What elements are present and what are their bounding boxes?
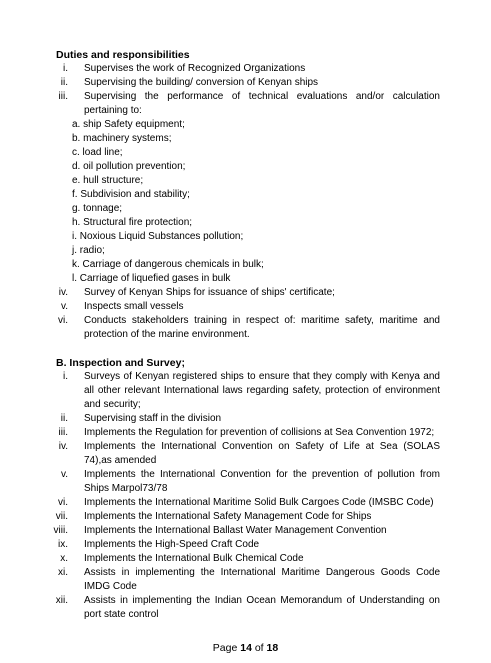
list-item — [0, 538, 440, 552]
sub-item-text: d. oil pollution prevention; — [72, 161, 186, 172]
duties-list — [0, 62, 440, 342]
sub-item — [0, 174, 440, 188]
section-heading-duties: Duties and responsibilities — [56, 49, 190, 61]
sub-item — [0, 160, 440, 174]
list-item — [0, 300, 440, 314]
item-number: ii. — [60, 413, 68, 424]
item-text: Implements the International Ballast Water Management Convention — [84, 525, 387, 536]
list-item — [0, 76, 440, 90]
list-item — [0, 552, 440, 566]
sub-item — [0, 272, 440, 286]
item-number: v. — [60, 301, 68, 312]
item-text: Implements the International Safety Management Code for Ships — [84, 511, 372, 522]
sub-item — [0, 146, 440, 160]
list-item — [0, 90, 440, 118]
sub-item-text: i. Noxious Liquid Substances pollution; — [72, 231, 244, 242]
sub-item-text: c. load line; — [72, 147, 123, 158]
page-of: of — [254, 642, 264, 654]
list-item — [0, 524, 440, 538]
page-total: 18 — [266, 642, 279, 654]
item-number: vii. — [55, 511, 68, 522]
list-item — [0, 314, 440, 342]
list-item — [0, 468, 440, 496]
sub-item — [0, 230, 440, 244]
list-item — [0, 566, 440, 594]
list-item — [0, 440, 440, 468]
list-item — [0, 370, 440, 412]
item-number: vi. — [58, 315, 68, 326]
list-item — [0, 286, 440, 300]
sub-item-text: e. hull structure; — [72, 175, 144, 186]
item-number: ix. — [58, 539, 68, 550]
list-item — [0, 426, 440, 440]
item-text: Implements the International Convention on Safety of Life at Sea (SOLAS 74),as amended — [84, 441, 440, 466]
item-text: Implements the International Maritime Solid Bulk Cargoes Code (IMSBC Code) — [84, 497, 434, 508]
item-text: Supervising the building/ conversion of Kenyan ships — [84, 77, 319, 88]
item-text: Supervising the performance of technical evaluations and/or calculation pertaining to: — [84, 91, 440, 116]
item-number: iv. — [58, 441, 68, 452]
inspection-list — [0, 370, 440, 622]
section-heading-inspection: B. Inspection and Survey; — [56, 357, 185, 369]
item-text: Conducts stakeholders training in respect of: maritime safety, maritime and protection of the marine environment. — [84, 315, 440, 340]
sub-item-text: g. tonnage; — [72, 203, 123, 214]
list-item — [0, 510, 440, 524]
item-number: viii. — [53, 525, 68, 536]
list-item — [0, 594, 440, 622]
item-number: x. — [60, 553, 68, 564]
sub-item — [0, 202, 440, 216]
item-number: i. — [63, 63, 68, 74]
sub-item-text: j. radio; — [72, 245, 105, 256]
item-text: Assists in implementing the International Maritime Dangerous Goods Code IMDG Code — [84, 567, 440, 592]
sub-item-text: k. Carriage of dangerous chemicals in bulk; — [72, 259, 264, 270]
sub-item — [0, 188, 440, 202]
item-text: Inspects small vessels — [84, 301, 184, 312]
page-current: 14 — [240, 642, 252, 654]
sub-item — [0, 244, 440, 258]
sub-item-text: h. Structural fire protection; — [72, 217, 193, 228]
item-number: v. — [60, 469, 68, 480]
item-text: Implements the International Bulk Chemical Code — [84, 553, 304, 564]
item-text: Supervising staff in the division — [84, 413, 222, 424]
item-number: iii. — [58, 427, 68, 438]
sub-item — [0, 132, 440, 146]
item-text: Implements the Regulation for prevention of collisions at Sea Convention 1972; — [84, 427, 435, 438]
item-number: iv. — [58, 287, 68, 298]
list-item — [0, 496, 440, 510]
list-item — [0, 412, 440, 426]
item-number: iii. — [58, 91, 68, 102]
sub-item-text: f. Subdivision and stability; — [72, 189, 190, 200]
item-number: ii. — [60, 77, 68, 88]
item-number: vi. — [58, 497, 68, 508]
item-number: i. — [63, 371, 68, 382]
item-text: Implements the High-Speed Craft Code — [84, 539, 260, 550]
page-footer — [0, 641, 491, 655]
item-text: Survey of Kenyan Ships for issuance of ships' certificate; — [84, 287, 335, 298]
item-text: Surveys of Kenyan registered ships to ensure that they comply with Kenya and all other relevant International laws regarding safety, protection of environment and security; — [84, 371, 440, 410]
item-text: Supervises the work of Recognized Organizations — [84, 63, 306, 74]
sub-item-text: a. ship Safety equipment; — [72, 119, 185, 130]
sub-item — [0, 216, 440, 230]
item-number: xii. — [55, 595, 68, 606]
item-text: Assists in implementing the Indian Ocean Memorandum of Understanding on port state control — [84, 595, 440, 620]
sub-item-text: b. machinery systems; — [72, 133, 172, 144]
item-text: Implements the International Convention for the prevention of pollution from Ships Marpol73/78 — [84, 469, 440, 494]
sub-item — [0, 118, 440, 132]
sub-item-text: l. Carriage of liquefied gases in bulk — [72, 273, 231, 284]
page-label: Page — [212, 642, 238, 654]
sub-item — [0, 258, 440, 272]
item-number: xi. — [58, 567, 68, 578]
list-item — [0, 62, 440, 76]
